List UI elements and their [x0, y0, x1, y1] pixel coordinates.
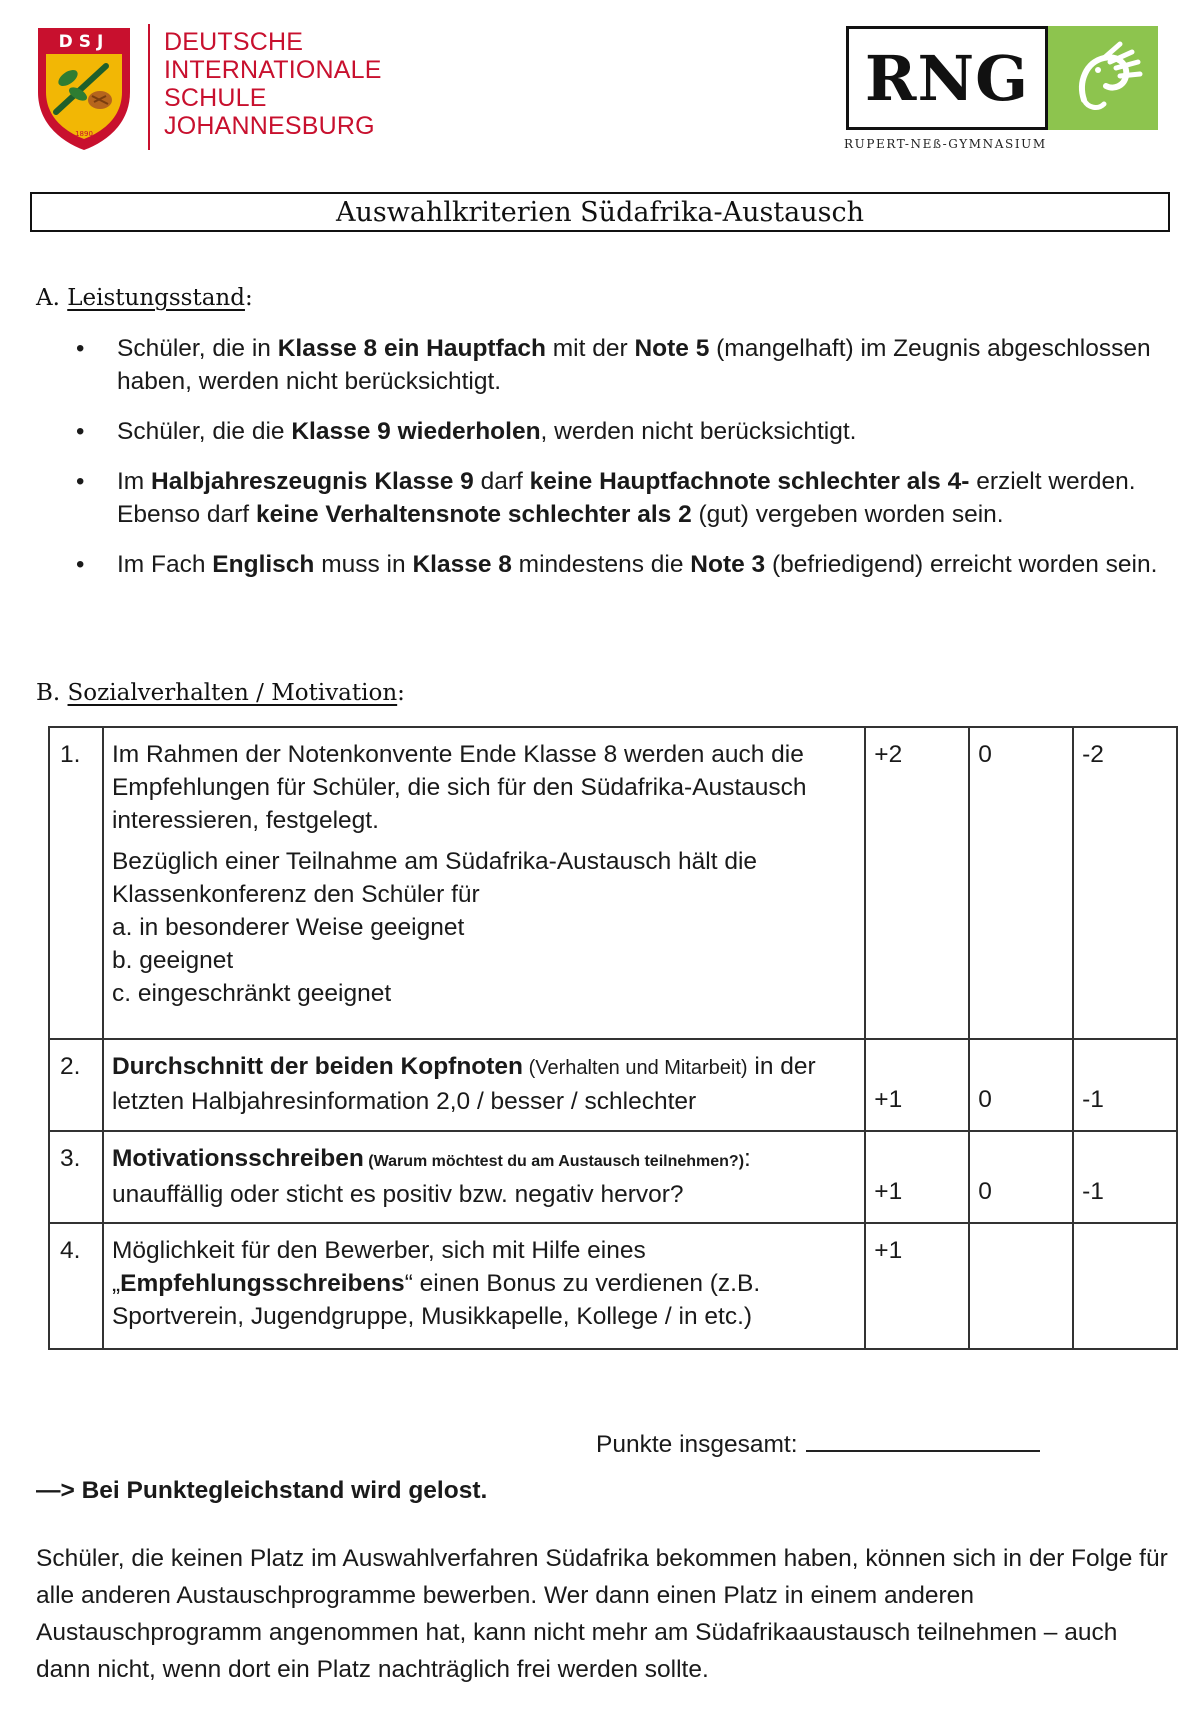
total-points — [596, 1426, 1040, 1459]
points-cell: +1 — [865, 1131, 969, 1223]
table-row — [49, 1131, 1177, 1223]
criteria-table — [48, 726, 1178, 1350]
row-description — [103, 1223, 865, 1349]
criteria-text: , werden nicht berücksichtigt. — [540, 418, 857, 445]
criteria-list-item — [70, 548, 1170, 581]
criteria-text: Im Fach — [117, 551, 213, 578]
table-row — [49, 1223, 1177, 1349]
criteria-text: Schüler, die in — [117, 335, 278, 362]
criteria-bold-text: Note 5 — [634, 335, 710, 362]
row-bold-text: Durchschnitt der beiden Kopfnoten — [111, 1053, 524, 1080]
dsj-school-crest-logo — [34, 22, 134, 152]
table-row — [49, 1039, 1177, 1131]
total-points-label: Punkte insgesamt: — [596, 1431, 798, 1458]
criteria-text: Schüler, die die — [117, 418, 292, 445]
dsj-name-line: SCHULE — [164, 84, 267, 112]
criteria-text: darf — [473, 468, 530, 495]
total-points-blank-line — [806, 1426, 1040, 1452]
criteria-bold-text: keine Verhaltensnote schlechter als 2 — [255, 501, 692, 528]
table-row — [49, 727, 1177, 1039]
row-option-line: Bezüglich einer Teilnahme am Südafrika-Austausch hält die Klassenkonferenz den Schüler für — [111, 848, 758, 908]
criteria-text: (gut) vergeben worden sein. — [691, 501, 1004, 528]
points-cell: +1 — [865, 1223, 969, 1349]
criteria-bold-text: Note 3 — [690, 551, 766, 578]
row-bold-text: Motivationsschreiben — [111, 1145, 364, 1172]
page-title: Auswahlkriterien Südafrika-Austausch — [30, 192, 1170, 232]
section-b-heading — [36, 680, 405, 706]
section-a-suffix: : — [244, 285, 253, 311]
section-a-criteria-list — [70, 332, 1170, 598]
criteria-bold-text: Klasse 8 — [412, 551, 512, 578]
section-b-suffix: : — [397, 680, 405, 706]
criteria-text: erzielt werden. Ebenso darf — [117, 468, 1136, 528]
griffin-icon — [1048, 26, 1158, 130]
criteria-bold-text: Klasse 9 wiederholen — [291, 418, 541, 445]
dsj-crest-year: 1890 — [75, 130, 93, 138]
row-option-line: b. geeignet — [111, 947, 234, 974]
header-divider — [148, 24, 150, 150]
rng-logo-emblem — [1048, 26, 1158, 130]
criteria-text: (befriedigend) erreicht worden sein. — [765, 551, 1158, 578]
row-text: : unauffällig oder sticht es positiv bzw. negativ hervor? — [111, 1145, 751, 1208]
row-description — [103, 1039, 865, 1131]
row-small-text: (Warum möchtest du am Austausch teilnehmen?) — [363, 1153, 745, 1170]
criteria-bold-text: keine Hauptfachnote schlechter als 4- — [529, 468, 970, 495]
row-option-line: a. in besonderer Weise geeignet — [111, 914, 465, 941]
criteria-bold-text: Klasse 8 ein Hauptfach — [277, 335, 546, 362]
row-number: 2. — [49, 1039, 103, 1131]
row-number: 3. — [49, 1131, 103, 1223]
dsj-name-line: DEUTSCHE — [164, 28, 304, 56]
row-option-line: c. eingeschränkt geeignet — [111, 980, 392, 1007]
row-number: 4. — [49, 1223, 103, 1349]
rng-subtitle: RUPERT-NEß-GYMNASIUM — [844, 137, 1047, 151]
points-cell: +2 — [865, 727, 969, 1039]
dsj-crest-letters: DSJ — [58, 32, 110, 52]
section-b-prefix: B. — [36, 680, 68, 706]
row-text: Möglichkeit für den Bewerber, sich mit Hilfe eines „ — [111, 1237, 646, 1297]
points-cell: 0 — [969, 1039, 1073, 1131]
rng-logo-text: RNG — [864, 41, 1030, 115]
row-paragraph: Im Rahmen der Notenkonvente Ende Klasse 8 werden auch die Empfehlungen für Schüler, die sich für den Südafrika-Austausch interessieren, festgelegt. — [111, 741, 807, 834]
criteria-text: Im — [117, 468, 152, 495]
rng-logo-box — [846, 26, 1048, 130]
dsj-name-line: INTERNATIONALE — [164, 56, 382, 84]
row-bold-text: Empfehlungsschreibens — [120, 1270, 405, 1297]
row-description — [103, 727, 865, 1039]
points-cell: -1 — [1073, 1039, 1177, 1131]
criteria-text: mindestens die — [511, 551, 691, 578]
points-cell — [1073, 1223, 1177, 1349]
criteria-bold-text: Halbjahreszeugnis Klasse 9 — [151, 468, 474, 495]
row-text: “ einen Bonus zu verdienen (z.B. Sportverein, Jugendgruppe, Musikkapelle, Kollege / in etc.) — [111, 1270, 761, 1330]
row-small-text: (Verhalten und Mitarbeit) — [523, 1057, 748, 1079]
criteria-list-item — [70, 415, 1170, 448]
criteria-text: mit der — [545, 335, 635, 362]
points-cell: 0 — [969, 727, 1073, 1039]
points-cell: 0 — [969, 1131, 1073, 1223]
criteria-text: (mangelhaft) im Zeugnis abgeschlossen haben, werden nicht berücksichtigt. — [117, 335, 1151, 395]
dsj-school-name — [164, 28, 382, 140]
tie-break-note: —> Bei Punktegleichstand wird gelost. — [36, 1477, 488, 1504]
points-cell — [969, 1223, 1073, 1349]
points-cell: -2 — [1073, 727, 1177, 1039]
dsj-name-line: JOHANNESBURG — [164, 112, 375, 140]
row-text: in der letzten Halbjahresinformation 2,0 / besser / schlechter — [111, 1053, 816, 1115]
section-a-heading — [36, 285, 253, 311]
points-cell: +1 — [865, 1039, 969, 1131]
row-description — [103, 1131, 865, 1223]
criteria-bold-text: Englisch — [212, 551, 315, 578]
points-cell: -1 — [1073, 1131, 1177, 1223]
criteria-list-item — [70, 332, 1170, 398]
section-a-prefix: A. — [36, 285, 68, 311]
row-number: 1. — [49, 727, 103, 1039]
section-b-title: Sozialverhalten / Motivation — [67, 680, 398, 706]
section-a-title: Leistungsstand — [67, 285, 245, 311]
criteria-list-item — [70, 465, 1170, 531]
final-note-paragraph: Schüler, die keinen Platz im Auswahlverfahren Südafrika bekommen haben, können sich in der Folge für alle anderen Austauschprogramme bewerben. Wer dann einen Platz in einem anderen Austauschprogramm angenommen hat, kann nicht mehr am Südafrikaaustausch teilnehmen – auch dann nicht, wenn dort ein Platz nachträglich frei werden sollte. — [36, 1545, 1168, 1683]
criteria-text: muss in — [314, 551, 413, 578]
